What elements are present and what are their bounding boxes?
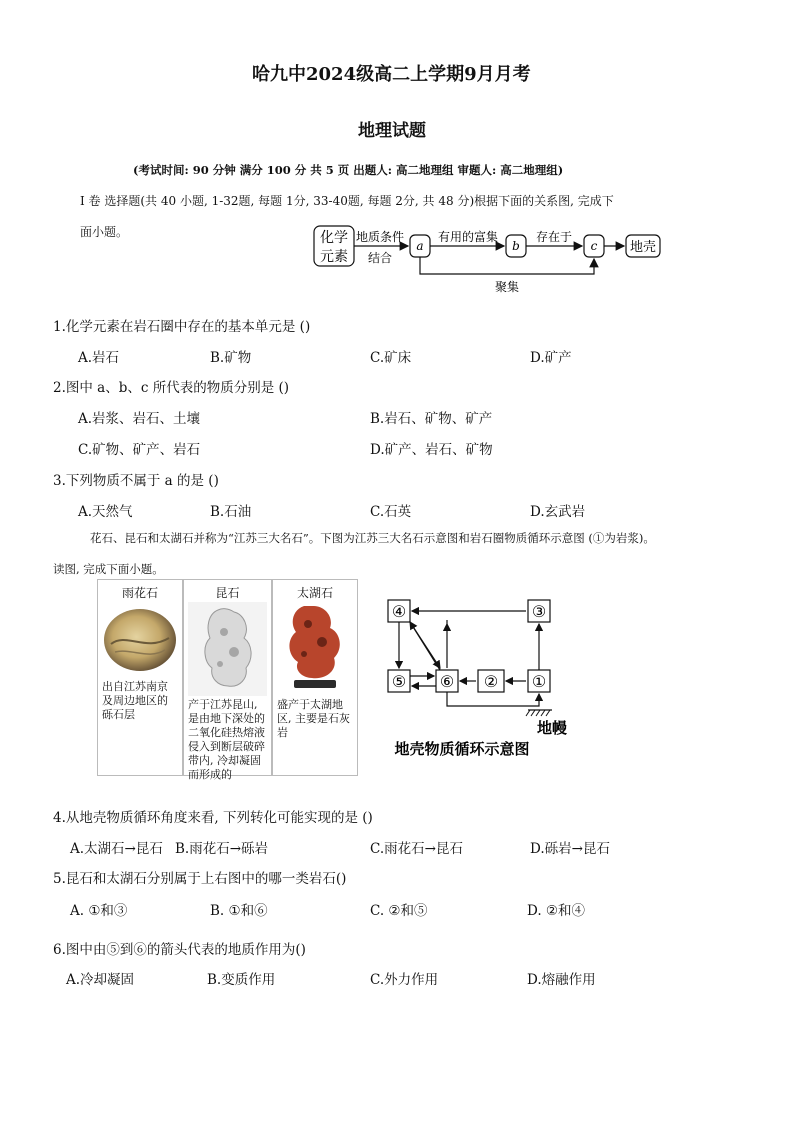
question-2: 2.图中 a、b、c 所代表的物质分别是 () bbox=[53, 380, 290, 396]
q1-option-a: A.岩石 bbox=[78, 350, 120, 366]
svg-text:b: b bbox=[512, 239, 520, 253]
q2-option-b: B.岩石、矿物、矿产 bbox=[370, 411, 493, 427]
question-1: 1.化学元素在岩石圈中存在的基本单元是 () bbox=[53, 319, 311, 335]
label-geologic-conditions: 地质条件 bbox=[355, 230, 405, 244]
q5-option-d: D. ②和④ bbox=[527, 903, 586, 919]
taihu-stone-image bbox=[276, 600, 354, 696]
question-5: 5.昆石和太湖石分别属于上右图中的哪一类岩石() bbox=[53, 871, 347, 887]
q1-option-d: D.矿产 bbox=[530, 350, 572, 366]
q3-option-d: D.玄武岩 bbox=[530, 504, 586, 520]
mantle-label: 地幔 bbox=[536, 719, 568, 737]
svg-text:a: a bbox=[416, 239, 424, 253]
stone-panel-taihu bbox=[272, 579, 358, 776]
stone-name: 雨花石 bbox=[121, 586, 158, 600]
question-4: 4.从地壳物质循环角度来看, 下列转化可能实现的是 () bbox=[53, 810, 373, 826]
passage-line1: 花石、昆石和太湖石并称为“江苏三大名石”。下图为江苏三大名石示意图和岩石圈物质循环示意图 (①为岩浆)。 bbox=[90, 531, 655, 545]
svg-text:地壳: 地壳 bbox=[629, 240, 657, 255]
relationship-diagram bbox=[312, 224, 664, 296]
q5-option-b: B. ①和⑥ bbox=[210, 903, 268, 919]
q2-option-a: A.岩浆、岩石、土壤 bbox=[78, 411, 201, 427]
q6-option-a: A.冷却凝固 bbox=[66, 972, 135, 988]
label-exists-in: 存在于 bbox=[535, 230, 573, 244]
label-combine: 结合 bbox=[367, 251, 393, 265]
svg-text:③: ③ bbox=[531, 602, 547, 621]
q2-option-d: D.矿产、岩石、矿物 bbox=[370, 442, 493, 458]
exam-title: 哈九中2024级高二上学期9月月考 bbox=[252, 64, 531, 85]
q1-option-b: B.矿物 bbox=[210, 350, 252, 366]
stone-desc: 盛产于太湖地区, 主要是石灰岩 bbox=[277, 698, 350, 739]
section-intro-line2: 面小题。 bbox=[80, 225, 129, 239]
svg-text:④: ④ bbox=[391, 602, 407, 621]
stone-name: 昆石 bbox=[215, 586, 240, 600]
q3-option-a: A.天然气 bbox=[78, 504, 133, 520]
q1-option-c: C.矿床 bbox=[370, 350, 412, 366]
q4-option-b: B.雨花石→砾岩 bbox=[175, 841, 269, 857]
question-3: 3.下列物质不属于 a 的是 () bbox=[53, 473, 219, 489]
q4-option-a: A.太湖石→昆石 bbox=[70, 841, 163, 857]
q3-option-b: B.石油 bbox=[210, 504, 252, 520]
q5-option-a: A. ①和③ bbox=[70, 903, 128, 919]
svg-text:c: c bbox=[590, 239, 598, 253]
yuhua-stone-image bbox=[101, 602, 179, 678]
exam-info: (考试时间: 90 分钟 满分 100 分 共 5 页 出题人: 高二地理组 审题人: 高二地理组) bbox=[133, 163, 564, 177]
label-enrichment: 有用的富集 bbox=[437, 230, 499, 244]
stone-desc: 产于江苏昆山, 是由地下深处的二氧化硅热熔液侵入到断层破碎带内, 冷却凝固而形成的 bbox=[188, 698, 265, 781]
q6-option-b: B.变质作用 bbox=[207, 972, 276, 988]
subject-title: 地理试题 bbox=[358, 121, 426, 141]
svg-text:⑥: ⑥ bbox=[439, 672, 455, 691]
q5-option-c: C. ②和⑤ bbox=[370, 903, 428, 919]
passage-line2: 读图, 完成下面小题。 bbox=[53, 562, 164, 576]
stone-desc: 出自江苏南京及周边地区的砾石层 bbox=[102, 680, 168, 721]
q6-option-d: D.熔融作用 bbox=[527, 972, 596, 988]
start-box-line1: 化学 bbox=[320, 230, 348, 246]
q3-option-c: C.石英 bbox=[370, 504, 412, 520]
q2-option-c: C.矿物、矿产、岩石 bbox=[78, 442, 201, 458]
svg-text:②: ② bbox=[483, 672, 499, 691]
section-intro-line1: I 卷 选择题(共 40 小题, 1-32题, 每题 1分, 33-40题, 每题 2分, 共 48 分)根据下面的关系图, 完成下 bbox=[80, 194, 614, 208]
q4-option-c: C.雨花石→昆石 bbox=[370, 841, 463, 857]
kun-stone-image bbox=[188, 602, 267, 696]
stone-panel-yuhua bbox=[97, 579, 183, 776]
q6-option-c: C.外力作用 bbox=[370, 972, 439, 988]
stone-panel-kun bbox=[183, 579, 272, 781]
stone-name: 太湖石 bbox=[296, 586, 333, 600]
q4-option-d: D.砾岩→昆石 bbox=[530, 841, 610, 857]
rock-cycle-diagram bbox=[380, 590, 570, 760]
cycle-caption: 地壳物质循环示意图 bbox=[394, 740, 530, 758]
label-gather: 聚集 bbox=[494, 280, 520, 294]
question-6: 6.图中由⑤到⑥的箭头代表的地质作用为() bbox=[53, 942, 306, 958]
start-box-line2: 元素 bbox=[320, 249, 348, 265]
svg-text:①: ① bbox=[531, 672, 547, 691]
svg-text:⑤: ⑤ bbox=[391, 672, 407, 691]
